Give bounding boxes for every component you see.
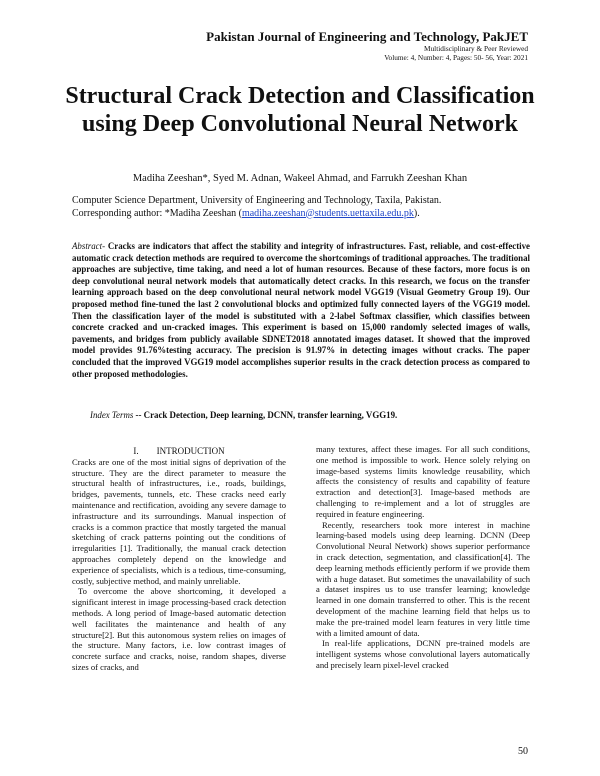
abstract-lead: Abstract- [72,241,106,251]
paragraph: Cracks are one of the most initial signs of deprivation of the structure. They are the direct parameter to measure the structural health of infrastructures, i.e., roads, buildings, bridges, pavements, tunnels, etc. These cracks need early maintenance and rectification, avoiding any severe damage to infrastructure and its surroundings. Manual inspection of cracks is a common practice that mostly targeted the manual sketching of crack patterns pointing out the conditions of irregularities [1]. Traditionally, the manual crack detection approaches completely depend on the knowledge and experience of specialists, which is a tedious, time-consuming, costly, subjective method, and mainly unreliable. [72,456,286,586]
abstract-text: Cracks are indicators that affect the stability and integrity of infrastructures. Fast, reliable, and cost-effective automatic crack detection methods are required to overcome the shortcomings of traditional approaches. The traditional approaches are subjective, time taking, and need a lot of human resources. Because of these factors, more focus is on deep convolutional neural network models that automatically detect cracks. In this research, we focus on the transfer learning approach based on the deep convolutional neural network model VGG19 (Visual Geometry Group 19). Our proposed method fine-tuned the last 2 convolutional blocks and optimized fully connected layers of the VGG19 model. Then the classification layer of the model is substituted with a 2-label Softmax classifier, which classifies between concrete cracked and un-cracked images. This experiment is based on 15,000 randomly selected images of walls, pavements, and bridges from publicly available SDNET2018 annotated images dataset. It showed that the improved model provides 91.76%testing accuracy. The precision is 91.97% in detecting images without cracks. The paper concluded that the improved VGG19 model accomplishes superior results in the crack detection process as compared to other proposed methodologies. [72,241,530,379]
index-terms-text: -- Crack Detection, Deep learning, DCNN, transfer learning, VGG19. [133,410,398,420]
right-column [316,444,530,671]
index-terms [90,410,397,420]
journal-header [206,29,528,62]
paragraph: many textures, affect these images. For all such conditions, one method is impossible to work. Hence solely relying on image-based systems limits knowledge reusability, which affects the consistency of results and capability of feature extraction and detection[3]. Image-based methods are challenging to re-implement and a lot of struggles are required in feature engineering. [316,444,530,519]
journal-subtitle: Multidisciplinary & Peer Reviewed [424,44,528,53]
corresponding-prefix: Corresponding author: *Madiha Zeeshan ( [72,207,242,219]
author-list: Madiha Zeeshan*, Syed M. Adnan, Wakeel Ahmad, and Farrukh Zeeshan Khan [132,173,468,184]
page-number: 50 [518,746,528,757]
paper-title: Structural Crack Detection and Classification using Deep Convolutional Neural Network [65,83,535,137]
affiliation-block [72,195,441,220]
section-heading: I. INTRODUCTION [133,446,225,456]
left-column [72,446,286,673]
journal-name: Pakistan Journal of Engineering and Technology, PakJET [206,29,528,44]
paragraph: To overcome the above shortcoming, it developed a significant interest in image processing-based crack detection methods. A long period of Image-based automatic detection well facilitates the maintenance and health of any structure[2]. But this autonomous system relies on images of the structure. Many factors, i.e. low contrast images of concrete surface and cracks, noise, random shapes, diverse sizes of cracks, and [72,586,286,672]
paragraph: Recently, researchers took more interest in machine learning-based models using deep learning. DCNN (Deep Convolutional Neural Network) shows superior performance in crack detection, segmentation, and classification[4]. The deep learning methods efficiently perform if we provide them with a huge dataset. But sometimes the unavailability of such a dataset inspires us to use transfer learning; knowledge learned in one domain transferred to other. This is the recent development of the machine learning field that helps us to make the pre-trained model learn features in very little time with a limited amount of data. [316,519,530,638]
abstract [72,241,530,380]
paragraph: In real-life applications, DCNN pre-trained models are intelligent systems whose convolutional layers automatically and precisely learn pixel-level cracked [316,638,530,670]
journal-volume: Volume: 4, Number: 4, Pages: 50- 56, Year: 2021 [384,53,528,62]
corresponding-author [72,208,441,221]
corresponding-suffix: ). [413,207,420,219]
index-terms-lead: Index Terms [90,410,134,420]
email-link[interactable]: madiha.zeeshan@students.uettaxila.edu.pk [241,207,414,219]
affiliation: Computer Science Department, University of Engineering and Technology, Taxila, Pakistan. [72,195,442,206]
